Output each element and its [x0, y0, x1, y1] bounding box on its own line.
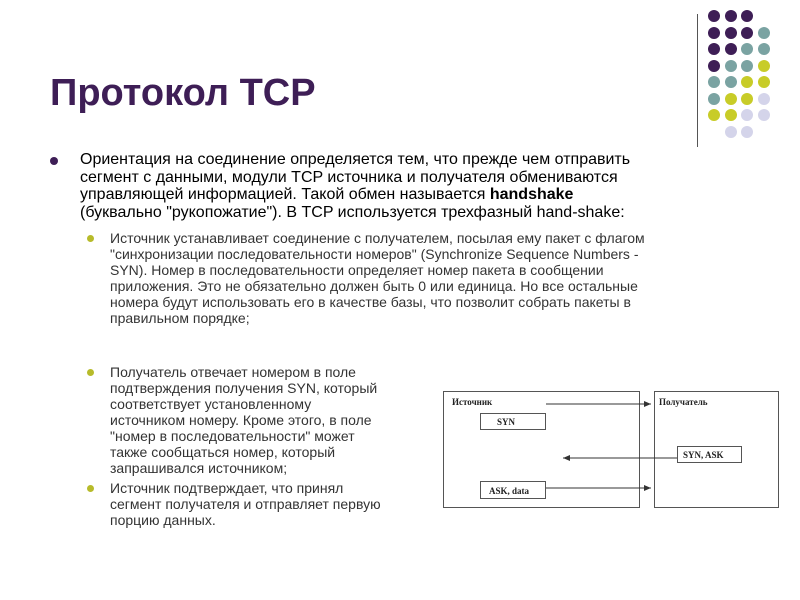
sub-bullet-line: источником номеру. Кроме этого, в поле — [110, 412, 372, 428]
decorative-dot-icon — [758, 43, 770, 55]
sub-bullet-line: Источник подтверждает, что принял — [110, 480, 344, 496]
decorative-dot-icon — [758, 27, 770, 39]
decorative-dot-icon — [725, 27, 737, 39]
decorative-dot-icon — [708, 76, 720, 88]
main-bullet-line: сегмент с данными, модули TCP источника и получателя обмениваются — [80, 168, 618, 186]
decorative-dot-icon — [725, 43, 737, 55]
sub-bullet-marker-icon — [87, 369, 94, 376]
sub-bullet-line: SYN). Номер в последовательности определяет номер пакета в сообщении — [110, 262, 604, 278]
decorative-dot-grid — [708, 10, 798, 130]
ask-data-box-label: ASK, data — [489, 486, 530, 496]
source-label: Источник — [452, 397, 493, 407]
sub-bullet-line: номера будут использовать его в качестве базы, что позволит собрать пакеты в — [110, 294, 631, 310]
sub-bullet-line: Источник устанавливает соединение с получателем, посылая ему пакет с флагом — [110, 230, 645, 246]
decorative-dot-icon — [741, 27, 753, 39]
main-bullet-line: управляющей информацией. Такой обмен называется handshake — [80, 186, 574, 203]
decorative-dot-icon — [741, 76, 753, 88]
decorative-dot-icon — [758, 60, 770, 72]
sub-bullet-line: Получатель отвечает номером в поле — [110, 364, 356, 380]
handshake-diagram — [443, 391, 779, 509]
sub-bullet-line: порцию данных. — [110, 512, 216, 528]
decorative-dot-icon — [741, 93, 753, 105]
decorative-dot-icon — [708, 109, 720, 121]
decorative-dot-icon — [741, 10, 753, 22]
decorative-dot-icon — [725, 76, 737, 88]
sub-bullet-marker-icon — [87, 485, 94, 492]
decorative-dot-icon — [708, 60, 720, 72]
sub-bullet-line: сегмент получателя и отправляет первую — [110, 496, 381, 512]
decorative-dot-icon — [725, 10, 737, 22]
syn-box-label: SYN — [497, 417, 516, 427]
decorative-dot-icon — [741, 126, 753, 138]
handshake-term: handshake — [489, 186, 574, 203]
sub-bullet-line: приложения. Это не обязательно должен быть 0 или единица. Но все остальные — [110, 278, 638, 294]
slide-title: Протокол TCP — [50, 72, 316, 114]
decorative-vertical-line — [697, 14, 698, 147]
main-bullet-line: (буквально "рукопожатие"). В TCP используется трехфазный hand-shake: — [80, 203, 625, 221]
decorative-dot-icon — [758, 93, 770, 105]
decorative-dot-icon — [708, 93, 720, 105]
decorative-dot-icon — [725, 60, 737, 72]
decorative-dot-icon — [708, 43, 720, 55]
sub-bullet-text — [110, 230, 760, 326]
sub-bullet-text — [110, 480, 430, 528]
decorative-dot-icon — [708, 10, 720, 22]
sub-bullet-line: "синхронизации последовательности номеров" (Synchronize Sequence Numbers - — [110, 246, 639, 262]
sub-bullet-text — [110, 364, 430, 476]
receiver-label: Получатель — [659, 397, 708, 407]
decorative-dot-icon — [725, 126, 737, 138]
decorative-dot-icon — [758, 109, 770, 121]
decorative-dot-icon — [725, 109, 737, 121]
sub-bullet-line: правильном порядке; — [110, 310, 250, 326]
decorative-dot-icon — [725, 93, 737, 105]
decorative-dot-icon — [758, 76, 770, 88]
sub-bullet-marker-icon — [87, 235, 94, 242]
sub-bullet-line: "номер в последовательности" может — [110, 428, 355, 444]
syn-ask-box-label: SYN, ASK — [683, 450, 724, 460]
sub-bullet-line: подтверждения получения SYN, который — [110, 380, 378, 396]
sub-bullet-line: соответствует установленному — [110, 396, 312, 412]
main-bullet-line: Ориентация на соединение определяется тем, что прежде чем отправить — [80, 151, 631, 168]
sub-bullet-line: запрашивался источником; — [110, 460, 288, 476]
decorative-dot-icon — [741, 60, 753, 72]
main-bullet-text — [80, 151, 760, 221]
decorative-dot-icon — [741, 109, 753, 121]
bullet-marker-icon — [50, 157, 58, 165]
sub-bullet-line: также сообщаться номер, который — [110, 444, 336, 460]
decorative-dot-icon — [741, 43, 753, 55]
decorative-dot-icon — [708, 27, 720, 39]
